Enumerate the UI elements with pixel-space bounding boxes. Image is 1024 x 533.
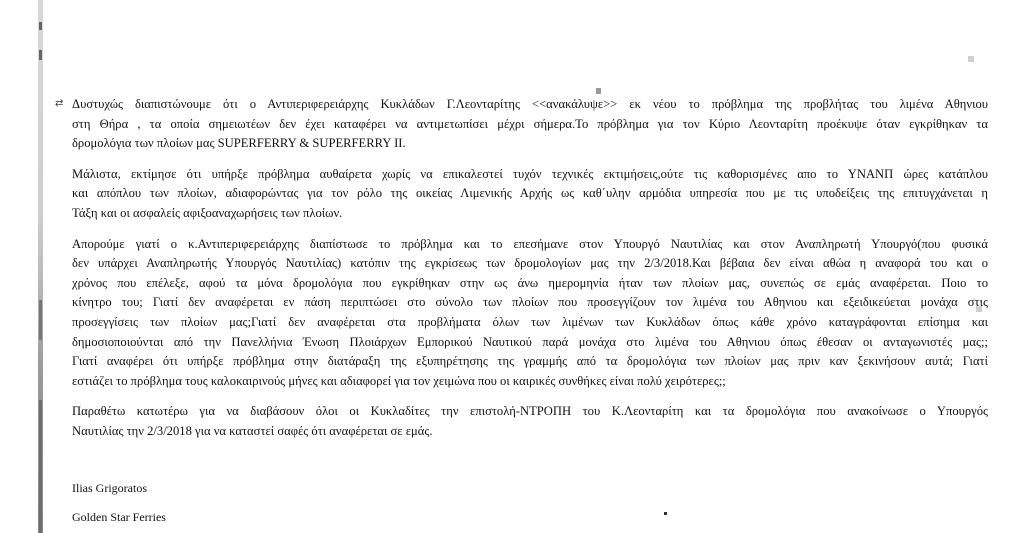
scan-artifact bbox=[39, 300, 42, 340]
text-line: δρομολόγια των πλοίων μας SUPERFERRY & SUPERFERRY II. bbox=[72, 136, 406, 151]
text-line: Δυστυχώς διαπιστώνουμε ότι ο Αντιπεριφερειάρχης Κυκλάδων Γ.Λεονταρίτης <<ανακάλυψε>> εκ νέου το πρόβλημα της προβλήτας του λιμένα Αθηνιου bbox=[72, 97, 988, 111]
scan-artifact bbox=[39, 50, 42, 60]
scan-speck bbox=[968, 56, 974, 62]
text-line: Γιατί αναφέρει ότι υπήρξε πρόβλημα στην διατάραξη της εξυπηρέτησης της γραμμής από τα δρομολόγια των πλοίων μας πριν καν ξεκινήσουν αυτά; Γιατί bbox=[72, 354, 988, 369]
paragraph-3 bbox=[72, 235, 988, 392]
text-line: Ναυτιλίας την 2/3/2018 για να καταστεί σαφές ότι αναφέρεται σε εμάς. bbox=[72, 423, 433, 438]
text-line: Παραθέτω κατωτέρω για να διαβάσουν όλοι οι Κυκλαδίτες την επιστολή-ΝΤΡΟΠΗ του Κ.Λεονταρίτη και τα δρομολόγια που ανακοίνωσε ο Υπουργός bbox=[72, 404, 988, 419]
scan-speck bbox=[664, 512, 667, 515]
paragraph-4 bbox=[72, 402, 988, 441]
text-line: Απορούμε γιατί ο κ.Αντιπεριφερειάρχης διαπίστωσε το πρόβλημα και το επεσήμανε στον Υπουργό Ναυτιλίας και στον Αναπληρωτή Υπουργό(που φυσικά bbox=[72, 236, 988, 251]
text-line: εστιάζει το πρόβλημα τους καλοκαιρινούς μήνες και αδιαφορεί για τον χειμώνα που οι καιρικές συνθήκες είναι πολύ χειρότερες;; bbox=[72, 373, 726, 388]
signature-company: Golden Star Ferries bbox=[72, 510, 166, 524]
signature-name: Ilias Grigoratos bbox=[72, 481, 147, 495]
text-line: Τάξη και οι ασφαλείς αφιξοαναχωρήσεις των πλοίων. bbox=[72, 205, 343, 220]
text-line: δεν υπάρχει Αναπληρωτής Υπουργός Ναυτιλίας) κατόπιν της εγκρίσεως των δρομολογίων μας την 2/3/2018.Και βέβαια δεν είναι αθώα η αναφορά του και ο bbox=[72, 256, 988, 271]
scan-mark-icon: ⇄ bbox=[55, 98, 64, 109]
scan-speck bbox=[596, 88, 601, 94]
text-line: χρόνος που επέλεξε, αφού τα μόνα δρομολόγια που εγκρίθηκαν στην ως άνω ημερομηνία ήταν των πλοίων μας, συνεπώς σε εμάς αναφέρεται. Ποιο το bbox=[72, 275, 988, 290]
text-line: δημοσιοποιούνται από την Πανελλήνια Ένωση Πλοιάρχων Εμπορικού Ναυτικού παρά μονάχα στο λιμένα του Αθηνιου όπως έθεσαν οι ανταγωνιστές μας;; bbox=[72, 334, 988, 349]
scan-artifact bbox=[39, 22, 42, 30]
scan-artifact bbox=[39, 400, 42, 533]
text-line: κίνητρο του; Γιατί δεν αναφέρεται εν πάση περιπτώσει στο σύνολο των πλοίων που προσεγγίζουν τον λιμένα του Αθηνιου και εξειδικεύεται μονάχα στις bbox=[72, 295, 988, 310]
text-line: στη Θήρα , τα οποία σημειωτέων δεν έχει καταφέρει να αντιμετωπίσει μέχρι σήμερα.Το πρόβλημα για τον Κύριο Λεονταρίτη προέκυψε όταν εγκρίθηκαν τα bbox=[72, 116, 988, 131]
text-line: Μάλιστα, εκτίμησε ότι υπήρξε πρόβλημα αυθαίρετα χωρίς να επικαλεστεί τυχόν τεχνικές εκτιμήσεις,ούτε τις καθορισμένες απο το ΥΝΑΝΠ ώρες κατάπλου bbox=[72, 166, 988, 181]
paragraph-1 bbox=[72, 95, 988, 154]
letter-body bbox=[72, 95, 988, 453]
paragraph-2 bbox=[72, 165, 988, 224]
text-line: προσεγγίσεις των πλοίων μας;Γιατί δεν αναφέρεται στα προβλήματα όλων των λιμένων των Κυκλάδων όπως κάθε χρόνο καταγράφονται επίσημα και bbox=[72, 314, 988, 329]
text-line: και απόπλου των πλοίων, αδιαφορώντας για τον ρόλο της οικείας Λιμενικής Αρχής ως καθ΄υλην αρμόδια υπηρεσία που με τις υποδείξεις της επιτυγχάνεται η bbox=[72, 186, 988, 201]
